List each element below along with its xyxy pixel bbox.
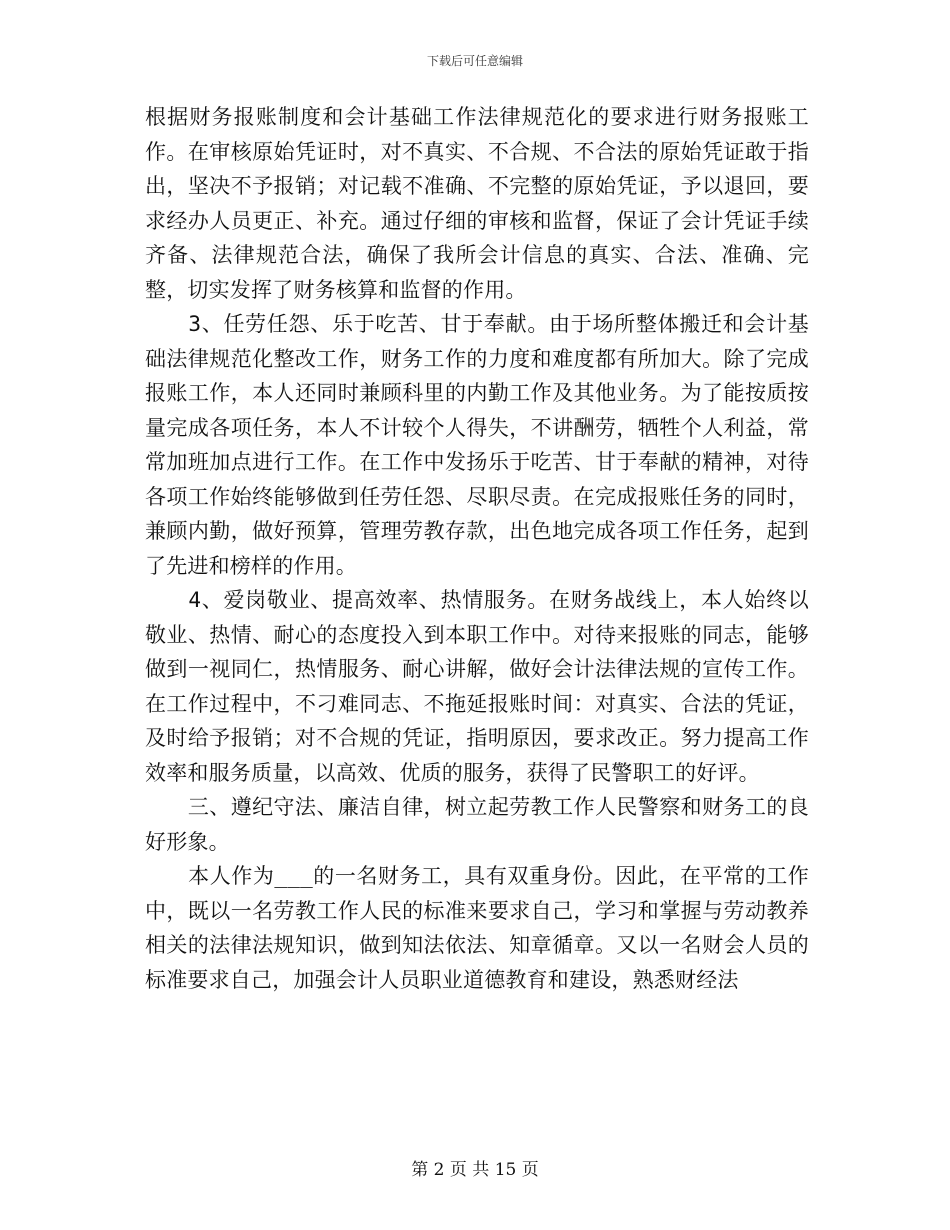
paragraph-5: 本人作为___的一名财务工，具有双重身份。因此，在平常的工作中，既以一名劳教工作人民的标准来要求自己，学习和掌握与劳动教养相关的法律法规知识，做到知法依法、知章循章。又以一名财会人员的标准要求自己，加强会计人员职业道德教育和建设，熟悉财经法	[145, 864, 809, 992]
document-body	[145, 100, 809, 997]
page-header: 下载后可任意编辑	[426, 54, 523, 68]
paragraph-4: 三、遵纪守法、廉洁自律，树立起劳教工作人民警察和财务工的良好形象。	[145, 795, 809, 854]
page-number: 第 2 页 共 15 页	[411, 1160, 539, 1180]
paragraph-2: 3、任劳任怨、乐于吃苦、甘于奉献。由于场所整体搬迁和会计基础法律规范化整改工作，财务工作的力度和难度都有所加大。除了完成报账工作，本人还同时兼顾科里的内勤工作及其他业务。为了能按质按量完成各项任务，本人不计较个人得失，不讲酬劳，牺牲个人利益，常常加班加点进行工作。在工作中发扬乐于吃苦、甘于奉献的精神，对待各项工作始终能够做到任劳任怨、尽职尽责。在完成报账任务的同时，兼顾内勤，做好预算，管理劳教存款，出色地完成各项工作任务，起到了先进和榜样的作用。	[145, 312, 809, 578]
paragraph-1: 根据财务报账制度和会计基础工作法律规范化的要求进行财务报账工作。在审核原始凭证时，对不真实、不合规、不合法的原始凭证敢于指出，坚决不予报销；对记载不准确、不完整的原始凭证，予以退回，要求经办人员更正、补充。通过仔细的审核和监督，保证了会计凭证手续齐备、法律规范合法，确保了我所会计信息的真实、合法、准确、完整，切实发挥了财务核算和监督的作用。	[145, 105, 809, 302]
paragraph-3: 4、爱岗敬业、提高效率、热情服务。在财务战线上，本人始终以敬业、热情、耐心的态度投入到本职工作中。对待来报账的同志，能够做到一视同仁，热情服务、耐心讲解，做好会计法律法规的宣传工作。在工作过程中，不刁难同志、不拖延报账时间：对真实、合法的凭证，及时给予报销；对不合规的凭证，指明原因，要求改正。努力提高工作效率和服务质量，以高效、优质的服务，获得了民警职工的好评。	[145, 588, 809, 785]
